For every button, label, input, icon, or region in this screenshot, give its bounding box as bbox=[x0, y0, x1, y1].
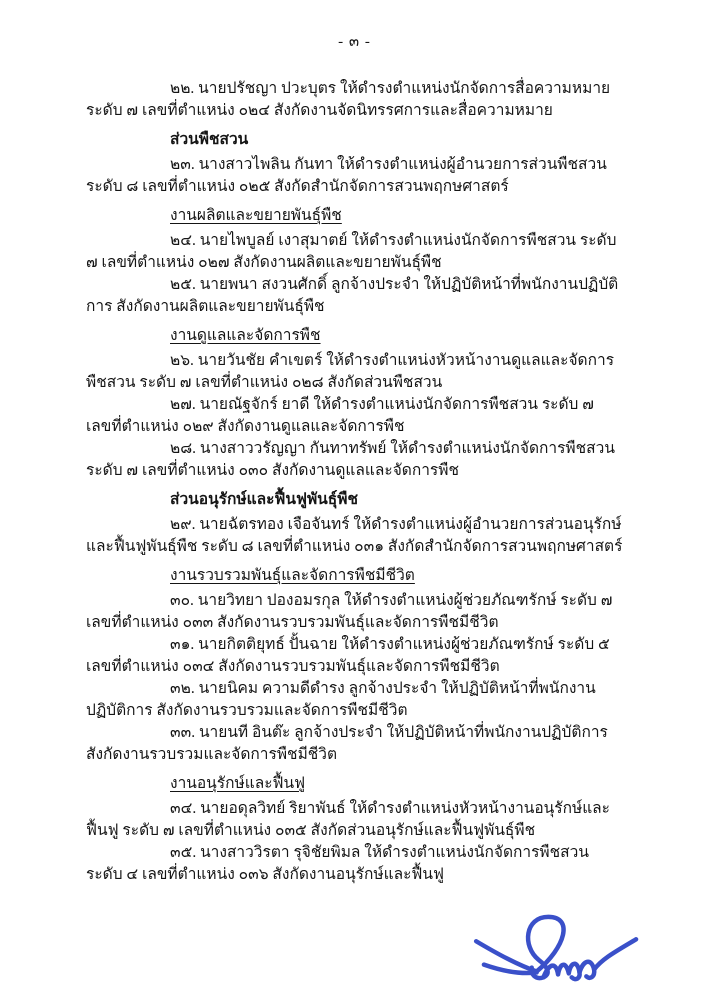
section-heading-conservation-restoration: ส่วนอนุรักษ์และฟื้นฟูพันธุ์พืช bbox=[170, 491, 358, 508]
signature bbox=[470, 912, 650, 990]
appointment-item-30: ๓๐. นายวิทยา ปองอมรกุล ให้ดำรงตำแหน่งผู้ช่วยภัณฑรักษ์ ระดับ ๗ เลขที่ตำแหน่ง ๐๓๓ สังกัดงานรวบรวมพันธุ์และจัดการพืชมีชีวิต bbox=[86, 592, 613, 631]
section-heading-plant-garden: ส่วนพืชสวน bbox=[170, 131, 249, 148]
subsection-heading-production-propagation: งานผลิตและขยายพันธุ์พืช bbox=[170, 207, 342, 224]
appointment-item-25: ๒๕. นายพนา สงวนศักดิ์ ลูกจ้างประจำ ให้ปฏิบัติหน้าที่พนักงานปฏิบัติการ สังกัดงานผลิตและขยายพันธุ์พืช bbox=[86, 276, 619, 315]
appointment-item-28: ๒๘. นางสาววรัญญา กันทาทรัพย์ ให้ดำรงตำแหน่งนักจัดการพืชสวน ระดับ ๗ เลขที่ตำแหน่ง ๐๓๐ สังกัดงานดูแลและจัดการพืช bbox=[86, 440, 615, 479]
page-number: - ๓ - bbox=[338, 34, 371, 50]
appointment-item-22: ๒๒. นายปรัชญา ปวะบุตร ให้ดำรงตำแหน่งนักจัดการสื่อความหมาย ระดับ ๗ เลขที่ตำแหน่ง ๐๒๔ สังกัดงานจัดนิทรรศการและสื่อความหมาย bbox=[86, 80, 611, 119]
subsection-heading-living-collection: งานรวบรวมพันธุ์และจัดการพืชมีชีวิต bbox=[170, 567, 415, 584]
appointment-item-32: ๓๒. นายนิคม ความดีดำรง ลูกจ้างประจำ ให้ปฏิบัติหน้าที่พนักงานปฏิบัติการ สังกัดงานรวบรวมและจัดการพืชมีชีวิต bbox=[86, 680, 596, 719]
appointment-item-31: ๓๑. นายกิตติยุทธ์ ปั้นฉาย ให้ดำรงตำแหน่งผู้ช่วยภัณฑรักษ์ ระดับ ๕ เลขที่ตำแหน่ง ๐๓๔ สังกัดงานรวบรวมพันธุ์และจัดการพืชมีชีวิต bbox=[86, 636, 610, 675]
appointment-item-34: ๓๔. นายอดุลวิทย์ ริยาพันธ์ ให้ดำรงตำแหน่งหัวหน้างานอนุรักษ์และฟื้นฟู ระดับ ๗ เลขที่ตำแหน่ง ๐๓๕ สังกัดส่วนอนุรักษ์และฟื้นฟูพันธุ์พืช bbox=[86, 800, 611, 839]
signature-ink-icon bbox=[470, 912, 650, 990]
appointment-item-35: ๓๕. นางสาววิรตา รุจิชัยพิมล ให้ดำรงตำแหน่งนักจัดการพืชสวน ระดับ ๔ เลขที่ตำแหน่ง ๐๓๖ สังกัดงานอนุรักษ์และฟื้นฟู bbox=[86, 844, 589, 883]
appointment-item-29: ๒๙. นายฉัตรทอง เจือจันทร์ ให้ดำรงตำแหน่งผู้อำนวยการส่วนอนุรักษ์และฟื้นฟูพันธุ์พืช ระดับ ๘ เลขที่ตำแหน่ง ๐๓๑ สังกัดสำนักจัดการสวนพฤกษศาสตร์ bbox=[86, 516, 623, 555]
appointment-item-33: ๓๓. นายนที อินต๊ะ ลูกจ้างประจำ ให้ปฏิบัติหน้าที่พนักงานปฏิบัติการ สังกัดงานรวบรวมและจัดการพืชมีชีวิต bbox=[86, 724, 608, 763]
appointment-item-24: ๒๔. นายไพบูลย์ เงาสุมาตย์ ให้ดำรงตำแหน่งนักจัดการพืชสวน ระดับ ๗ เลขที่ตำแหน่ง ๐๒๗ สังกัดงานผลิตและขยายพันธุ์พืช bbox=[86, 232, 617, 271]
appointment-item-23: ๒๓. นางสาวไพลิน กันทา ให้ดำรงตำแหน่งผู้อำนวยการส่วนพืชสวน ระดับ ๘ เลขที่ตำแหน่ง ๐๒๕ สังกัดสำนักจัดการสวนพฤกษศาสตร์ bbox=[86, 156, 607, 195]
subsection-heading-plant-care: งานดูแลและจัดการพืช bbox=[170, 327, 321, 344]
subsection-heading-conserve-restore: งานอนุรักษ์และฟื้นฟู bbox=[170, 775, 306, 792]
appointment-item-27: ๒๗. นายณัฐจักร์ ยาดี ให้ดำรงตำแหน่งนักจัดการพืชสวน ระดับ ๗ เลขที่ตำแหน่ง ๐๒๙ สังกัดงานดูแลและจัดการพืช bbox=[86, 396, 594, 435]
appointment-item-26: ๒๖. นายวันชัย คำเขตร์ ให้ดำรงตำแหน่งหัวหน้างานดูแลและจัดการพืชสวน ระดับ ๗ เลขที่ตำแหน่ง ๐๒๘ สังกัดส่วนพืชสวน bbox=[86, 352, 615, 391]
